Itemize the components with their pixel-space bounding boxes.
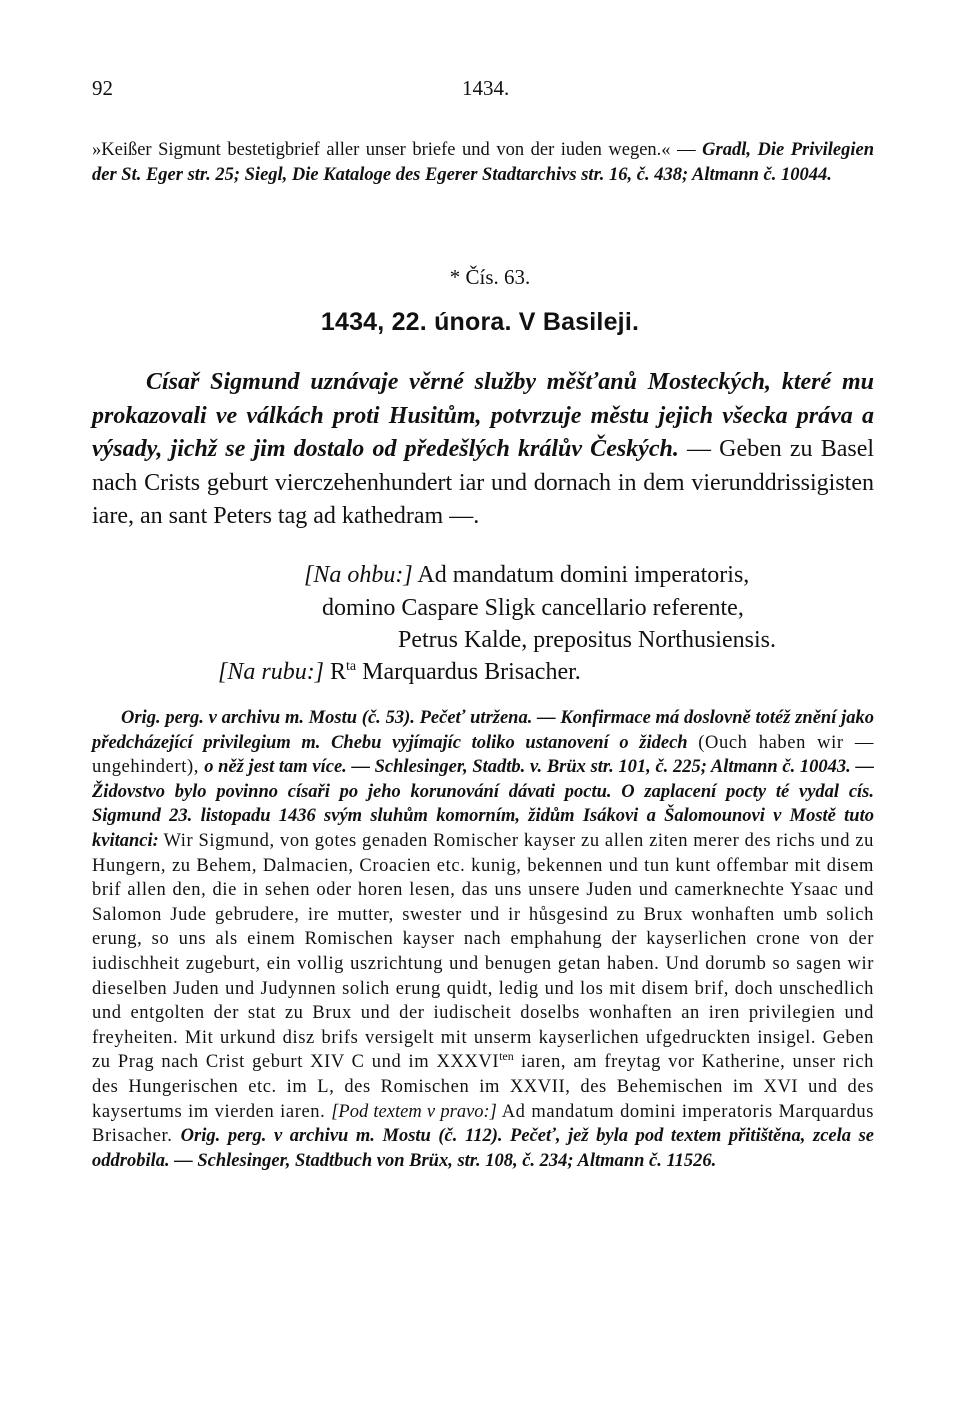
previous-document-note [92,138,874,188]
page-number: 92 [92,76,113,100]
commentary-text-1: Orig. perg. v archivu m. Mostu (č. 53). Pečeť utržena. — Konfirmace má doslovně totéž znění jako předcházející privilegium m. Chebu vyjímajíc toliko ustanovení o židech [92,708,874,753]
commentary-charter-text-2: iaren, am freytag vor Katherine, unser rich des Hungerischen etc. im L, des Romischen im XXVII, des Behemischen im XVI und des kaysertums im vierden iaren. [92,1052,874,1122]
note-citation: Gradl, Die Privilegien der St. Eger str. 25; Siegl, Die Kataloge des Egerer Stadtarchivs str. 16, č. 438; Altmann č. 10044. [92,140,874,185]
document-dateline: 1434, 22. února. V Basileji. [320,308,640,336]
commentary-citation: Orig. perg. v archivu m. Mostu (č. 112). Pečeť, jež byla pod textem přitištěna, zcela se oddrobila. — Schlesinger, Stadtbuch von Brüx, str. 108, č. 234; Altmann č. 11526. [92,1126,874,1171]
footnote-commentary [92,706,874,1173]
subscription-line-1: [Na ohbu:] Ad mandatum domini imperatoris, [304,562,750,588]
na-ohbu-label: [Na ohbu:] [304,562,413,588]
subscription-line-4: [Na rubu:] $R^{ta}$ Marquardus Brisacher. [218,659,581,685]
commentary-superscript: ten [499,1049,514,1064]
subscription-line-3: Petrus Kalde, prepositus Northusiensis. [398,627,776,653]
regest-quote: — Geben zu Basel nach Crists geburt vierczehenhundert iar und dornach in dem vierunddrissigisten iare, an sant Peters tag ad kathedram —. [92,436,875,529]
na-rubu-label: [Na rubu:] [218,659,325,685]
running-head-year: 1434. [462,76,510,100]
commentary-quote-1: (Ouch haben wir — ungehindert), [92,732,875,778]
commentary-subscription: Ad mandatum domini imperatoris Marquardus Brisacher. [92,1101,874,1147]
note-quote: »Keißer Sigmunt bestetigbrief aller unser briefe und von der iuden wegen.« — [92,140,703,160]
commentary-text-2: o něž jest tam více. — Schlesinger, Stadtb. v. Brüx str. 101, č. 225; Altmann č. 10043. — Židovstvo bylo povinno císaři po jeho korunování dávati poctu. O zaplacení pocty té vydal cís. Sigmund 23. listopadu 1436 svým sluhům komorním, židům Isákovi a Šalomounovi v Mostě tuto kvitanci: [92,757,874,851]
commentary-charter-text: Wir Sigmund, von gotes genaden Romischer kayser zu allen ziten merer des richs und zu Hungern, zu Behem, Dalmacien, Croacien etc. kunig, bekennen und tun kunt offembar mit disem brif allen den, die in sehen oder horen lesen, das uns unsere Juden und camerknechte Ysaac und Salomon Jude gebrudere, ire mutter, swester und ir hůsgesind zu Brux wonhaften umb solich erung, so uns als einem Romischen kayser nach emphahung der kayserlichen crone von der iudischheit zugeburt, ein vollig uszrichtung und benugen getan haben. Und dorumb so sagen wir dieselben Juden und Judynnen solich erung quidt, ledig und los mit disem brif, doch unschedlich und entgolten der stat zu Brux und der iudischeit doselbs wonhaften an iren privilegien und freyheiten. Mit urkund disz brifs versigelt mit unserm kayserlichen ufgedruckten insigel. Geben zu Prag nach Crist geburt XIV C und im XXXVI [92,830,874,1073]
subscription-line-2: domino Caspare Sligk cancellario referente, [322,595,744,621]
pod-textem-label: [Pod textem v pravo:] [331,1101,497,1122]
regest-paragraph [92,366,874,534]
document-number: * Čís. 63. [449,265,531,289]
regest-summary: Císař Sigmund uznávaje věrné služby měšťanů Mosteckých, které mu prokazovali ve válkách proti Husitům, potvrzuje městu jejich všecka práva a výsady, jichž se jim dostalo od předešlých králův Českých. [92,369,874,462]
